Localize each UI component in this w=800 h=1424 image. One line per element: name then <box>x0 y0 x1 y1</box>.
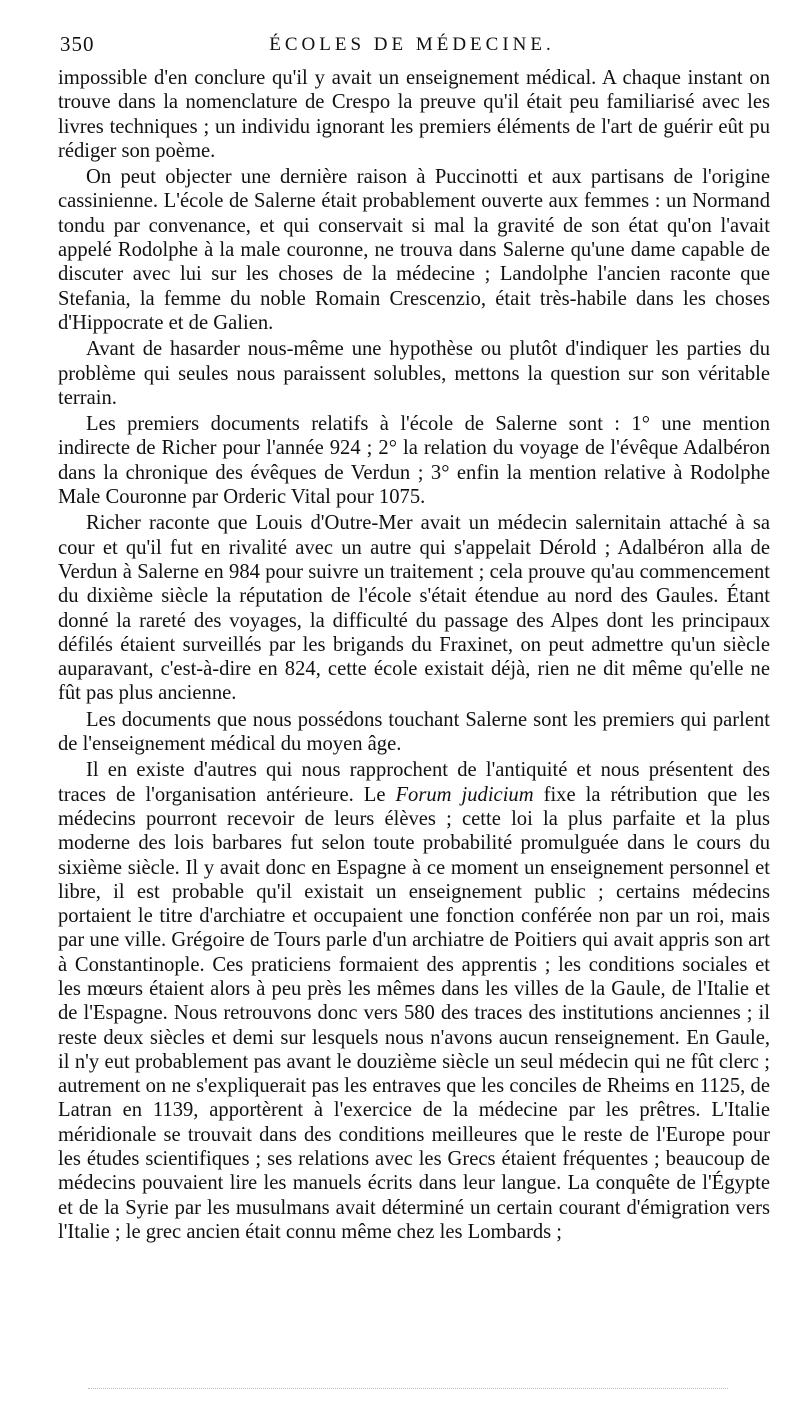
paragraph: Avant de hasarder nous-même une hypothèse ou plutôt d'indiquer les parties du problème qui seules nous paraissent solubles, mettons la question sur son véritable terrain. <box>58 338 770 409</box>
paragraph: Les premiers documents relatifs à l'école de Salerne sont : 1° une mention indirecte de Richer pour l'année 924 ; 2° la relation du voyage de l'évêque Adalbéron dans la chronique des évêques de Verdun ; 3° enfin la mention relative à Rodolphe Male Couronne par Orderic Vital pour 1075. <box>58 413 770 509</box>
paragraph-text: Il en existe d'autres qui nous rapprochent de l'antiquité et nous présentent des traces de l'organisation antérieure. Le <box>58 759 770 806</box>
body-text <box>58 66 770 1246</box>
paragraph: Richer raconte que Louis d'Outre-Mer avait un médecin salernitain attaché à sa cour et qu'il fut en rivalité avec un autre qui s'appelait Dérold ; Adalbéron alla de Verdun à Salerne en 984 pour suivre un traitement ; cela prouve qu'au commencement du dixième siècle la réputation de l'école s'était étendue au nord des Gaules. Étant donné la rareté des voyages, la difficulté du passage des Alpes dont les principaux défilés étaient surveillés par les brigands du Fraxinet, on peut admettre qu'un siècle auparavant, c'est-à-dire en 824, cette école existait déjà, rien ne dit même qu'elle ne fût pas plus ancienne. <box>58 512 770 705</box>
paragraph: Les documents que nous possédons touchant Salerne sont les premiers qui parlent de l'enseignement médical du moyen âge. <box>58 708 770 756</box>
paragraph: On peut objecter une dernière raison à Puccinotti et aux partisans de l'origine cassinienne. L'école de Salerne était probablement ouverte aux femmes : un Normand tondu par convenance, et qui conservait si mal la gravité de son état qu'on l'avait appelé Rodolphe à la male couronne, ne trouva dans Salerne qu'une dame capable de discuter avec lui sur les choses de la médecine ; Landolphe l'ancien raconte que Stefania, la femme du noble Romain Crescenzio, était très-habile dans les choses d'Hippocrate et de Galien. <box>58 166 770 334</box>
paragraph-text: fixe la rétribution que les médecins pourront recevoir de leurs élèves ; cette loi la plus parfaite et la plus moderne des lois barbares fut selon toute probabilité promulguée dans le cours du sixième siècle. Il y avait donc en Espagne à ce moment un enseignement personnel et libre, il est probable qu'il existait un enseignement public ; certains médecins portaient le titre d'archiatre et occupaient une fonction conférée non par un roi, mais par une ville. Grégoire de Tours parle d'un archiatre de Poitiers qui avait appris son art à Constantinople. Ces praticiens formaient des apprentis ; les conditions sociales et les mœurs étaient alors à peu près les mêmes dans les villes de la Gaule, de l'Italie et de l'Espagne. Nous retrouvons donc vers 580 des traces des institutions anciennes ; il reste deux siècles et demi sur lesquels nous n'avons aucun renseignement. En Gaule, il n'y eut probablement pas avant le douzième siècle un seul médecin qui ne fût clerc ; autrement on ne s'expliquerait pas les entraves que les conciles de Rheims en 1125, de Latran en 1139, apportèrent à l'exercice de la médecine par les prêtres. L'Italie méridionale se trouvait dans des conditions meilleures que le reste de l'Europe pour les études scientifiques ; ses relations avec les Grecs étaient fréquentes ; beaucoup de médecins pouvaient lire les manuels écrits dans leur langue. La conquête de l'Égypte et de la Syrie par les musulmans avait déterminé un certain courant d'émigration vers l'Italie ; le grec ancien était connu même chez les Lombards ; <box>58 783 770 1243</box>
running-title: ÉCOLES DE MÉDECINE. <box>269 34 555 55</box>
footer-rule <box>88 1388 728 1390</box>
page-number: 350 <box>60 32 95 56</box>
paragraph-continued: impossible d'en conclure qu'il y avait un enseignement médical. A chaque instant on trouve dans la nomenclature de Crespo la preuve qu'il était peu familiarisé avec les livres techniques ; un individu ignorant les premiers éléments de l'art de guérir eût pu rédiger son poème. <box>58 67 770 162</box>
page-header <box>60 30 764 64</box>
italic-title: Forum judicium <box>395 783 534 806</box>
paragraph <box>58 758 770 1244</box>
